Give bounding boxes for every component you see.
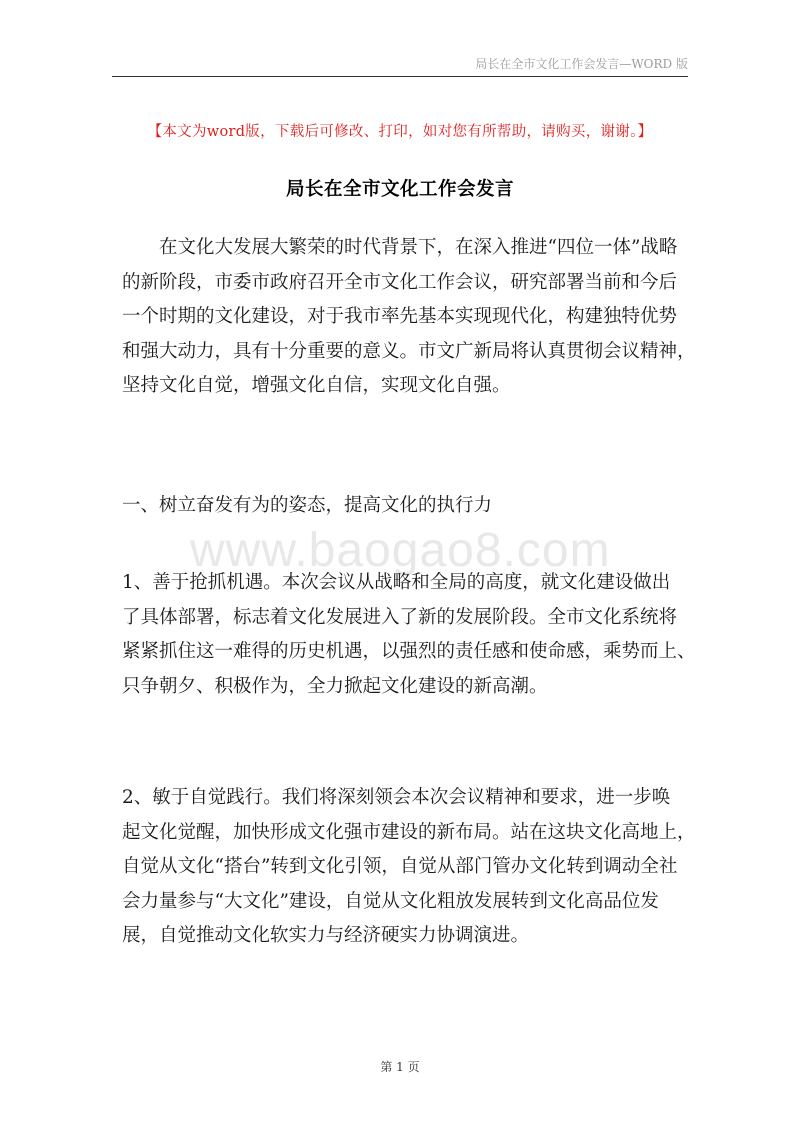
paragraph-line: 展，自觉推动文化软实力与经济硬实力协调演进。: [122, 925, 530, 946]
section-heading-text: 一、树立奋发有为的姿态，提高文化的执行力: [122, 495, 493, 516]
paragraph-line: 自觉从文化“搭台”转到文化引领，自觉从部门管办文化转到调动全社: [122, 856, 678, 877]
document-title: 局长在全市文化工作会发言: [285, 179, 514, 200]
paragraph-line: 了具体部署，标志着文化发展进入了新的发展阶段。全市文化系统将: [122, 606, 678, 628]
page-number: 第 1 页: [380, 1060, 420, 1074]
paragraph-line: 一个时期的文化建设，对于我市率先基本实现现代化，构建独特优势: [122, 306, 678, 327]
paragraph-line: 1、善于抢抓机遇。本次会议从战略和全局的高度，就文化建设做出: [122, 572, 671, 593]
header-divider: [112, 76, 688, 77]
paragraph-intro: [122, 231, 698, 404]
paragraph-point-2: [122, 781, 698, 954]
paragraph-line: 和强大动力，具有十分重要的意义。市文广新局将认真贯彻会议精神，: [122, 340, 696, 362]
paragraph-line: 只争朝夕、积极作为，全力掀起文化建设的新高潮。: [122, 675, 548, 697]
section-heading: [122, 489, 698, 524]
paragraph-line: 2、敏于自觉践行。我们将深刻领会本次会议精神和要求，进一步唤: [122, 787, 671, 808]
paragraph-line: 坚持文化自觉，增强文化自信，实现文化自强。: [122, 375, 511, 396]
paragraph-line: 会力量参与“大文化”建设，自觉从文化粗放发展转到文化高品位发: [122, 890, 659, 912]
purchase-notice: 【本文为word版，下载后可修改、打印，如对您有所帮助，请购买，谢谢。】: [147, 124, 653, 140]
watermark: www.baogao8.com: [190, 524, 611, 577]
paragraph-point-1: [122, 566, 698, 704]
paragraph-line: 起文化觉醒，加快形成文化强市建设的新布局。站在这块文化高地上，: [122, 821, 696, 843]
paragraph-line: 紧紧抓住这一难得的历史机遇，以强烈的责任感和使命感，乘势而上、: [122, 641, 696, 662]
paragraph-line: 在文化大发展大繁荣的时代背景下，在深入推进“四位一体”战略: [122, 237, 678, 258]
running-header: 局长在全市文化工作会发言—WORD 版: [475, 57, 688, 71]
paragraph-line: 的新阶段，市委市政府召开全市文化工作会议，研究部署当前和今后: [122, 271, 678, 293]
